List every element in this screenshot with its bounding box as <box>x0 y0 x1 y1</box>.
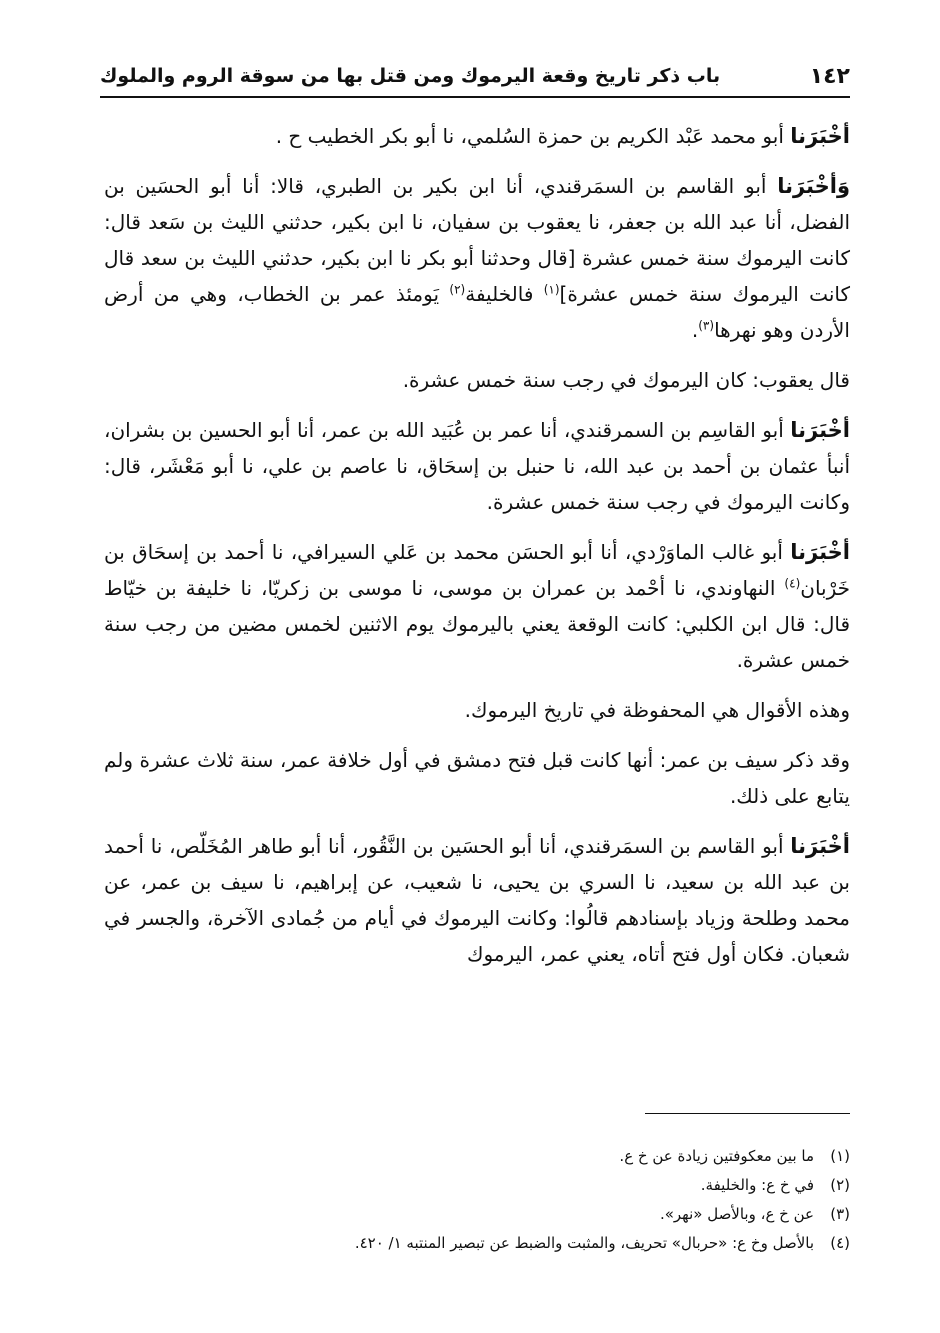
paragraph: أخْبَرَنا أبو القاسِم بن السمرقندي، أنا عمر بن عُبَيد الله بن عمر، أنا أبو الحسين بن بشران، أنبأ عثمان بن أحمد بن عبد الله، نا حنبل بن إسحَاق، نا عاصم بن علي، نا أبو مَعْشَر، قال: وكانت اليرموك في رجب سنة خمس عشرة. <box>104 418 850 514</box>
footnote: (٢) في خ ع: والخليفة. <box>700 1176 850 1194</box>
paragraph: وهذه الأقوال هي المحفوظة في تاريخ اليرموك. <box>464 698 850 722</box>
footnote-ref: (٢) <box>449 282 466 297</box>
footnotes <box>104 1142 850 1258</box>
footnote: (١) ما بين معكوفتين زيادة عن خ ع. <box>619 1147 850 1165</box>
footnote-ref: (١) <box>543 282 560 297</box>
paragraph: وقد ذكر سيف بن عمر: أنها كانت قبل فتح دمشق في أول خلافة عمر، سنة ثلاث عشرة ولم يتابع على ذلك. <box>104 748 850 808</box>
footnote-divider <box>645 1113 850 1114</box>
paragraph: قال يعقوب: كان اليرموك في رجب سنة خمس عشرة. <box>402 368 850 392</box>
page-header <box>100 56 850 98</box>
paragraph: أخْبَرَنا أبو غالب الماوَرْدي، أنا أبو الحسَن محمد بن عَلي السيرافي، نا أحمد بن إسحَاق بن خَرْبان$^{(٤)}$ النهاوندي، نا أحْمد بن عمران بن موسى، نا موسى بن زكريّا، نا خليفة بن خيّاط قال: قال ابن الكلبي: كانت الوقعة يعني باليرموك يوم الاثنين لخمس مضين من رجب سنة خمس عشرة. <box>104 540 850 672</box>
footnote: (٤) بالأصل وخ ع: «حربال» تحريف، والمثبت والضبط عن تبصير المنتبه ١/ ٤٢٠. <box>354 1234 850 1252</box>
footnote: (٣) عن خ ع، وبالأصل «نهر». <box>659 1205 850 1223</box>
paragraph: أخْبَرَنا أبو القاسم بن السمَرقندي، أنا أبو الحسَين بن النَّقُور، أنا أبو طاهر المُخَلّص، نا أحمد بن عبد الله بن سعيد، نا السري بن يحيى، نا شعيب، عن إبراهيم، نا سيف بن عمر، عن محمد وطلحة وزياد بإسنادهم قالُوا: وكانت اليرموك في أيام من جُمادى الآخرة، والجسر في شعبان. فكان أول فتح أتاه، يعني عمر، اليرموك <box>104 834 850 966</box>
paragraph: أخْبَرَنا أبو محمد عَبْد الكريم بن حمزة السُلمي، نا أبو بكر الخطيب ح . <box>275 124 850 148</box>
paragraph: وَأخْبَرَنا أبو القاسم بن السمَرقندي، أنا ابن بكير بن الطبري، قالا: أنا أبو الحسَين بن الفضل، أنا عبد الله بن جعفر، نا يعقوب بن سفيان، نا ابن بكير، حدثني الليث بن سَعد قال: كانت اليرموك سنة خمس عشرة [قال وحدثنا أبو بكر نا ابن بكير، حدثني الليث بن سعد قال كانت اليرموك سنة خمس عشرة]$^{(١)}$ فالخليفة$^{(٢)}$ يَومئذ عمر بن الخطاب، وهي من أرض الأردن وهو نهرها$^{(٣)}$. <box>104 174 850 342</box>
footnote-ref: (٣) <box>698 318 715 333</box>
main-text <box>104 118 850 986</box>
page-number: ١٤٢ <box>809 63 850 89</box>
running-title: باب ذكر تاريخ وقعة اليرموك ومن قتل بها من سوقة الروم والملوك <box>100 65 721 87</box>
footnote-ref: (٤) <box>784 576 801 591</box>
